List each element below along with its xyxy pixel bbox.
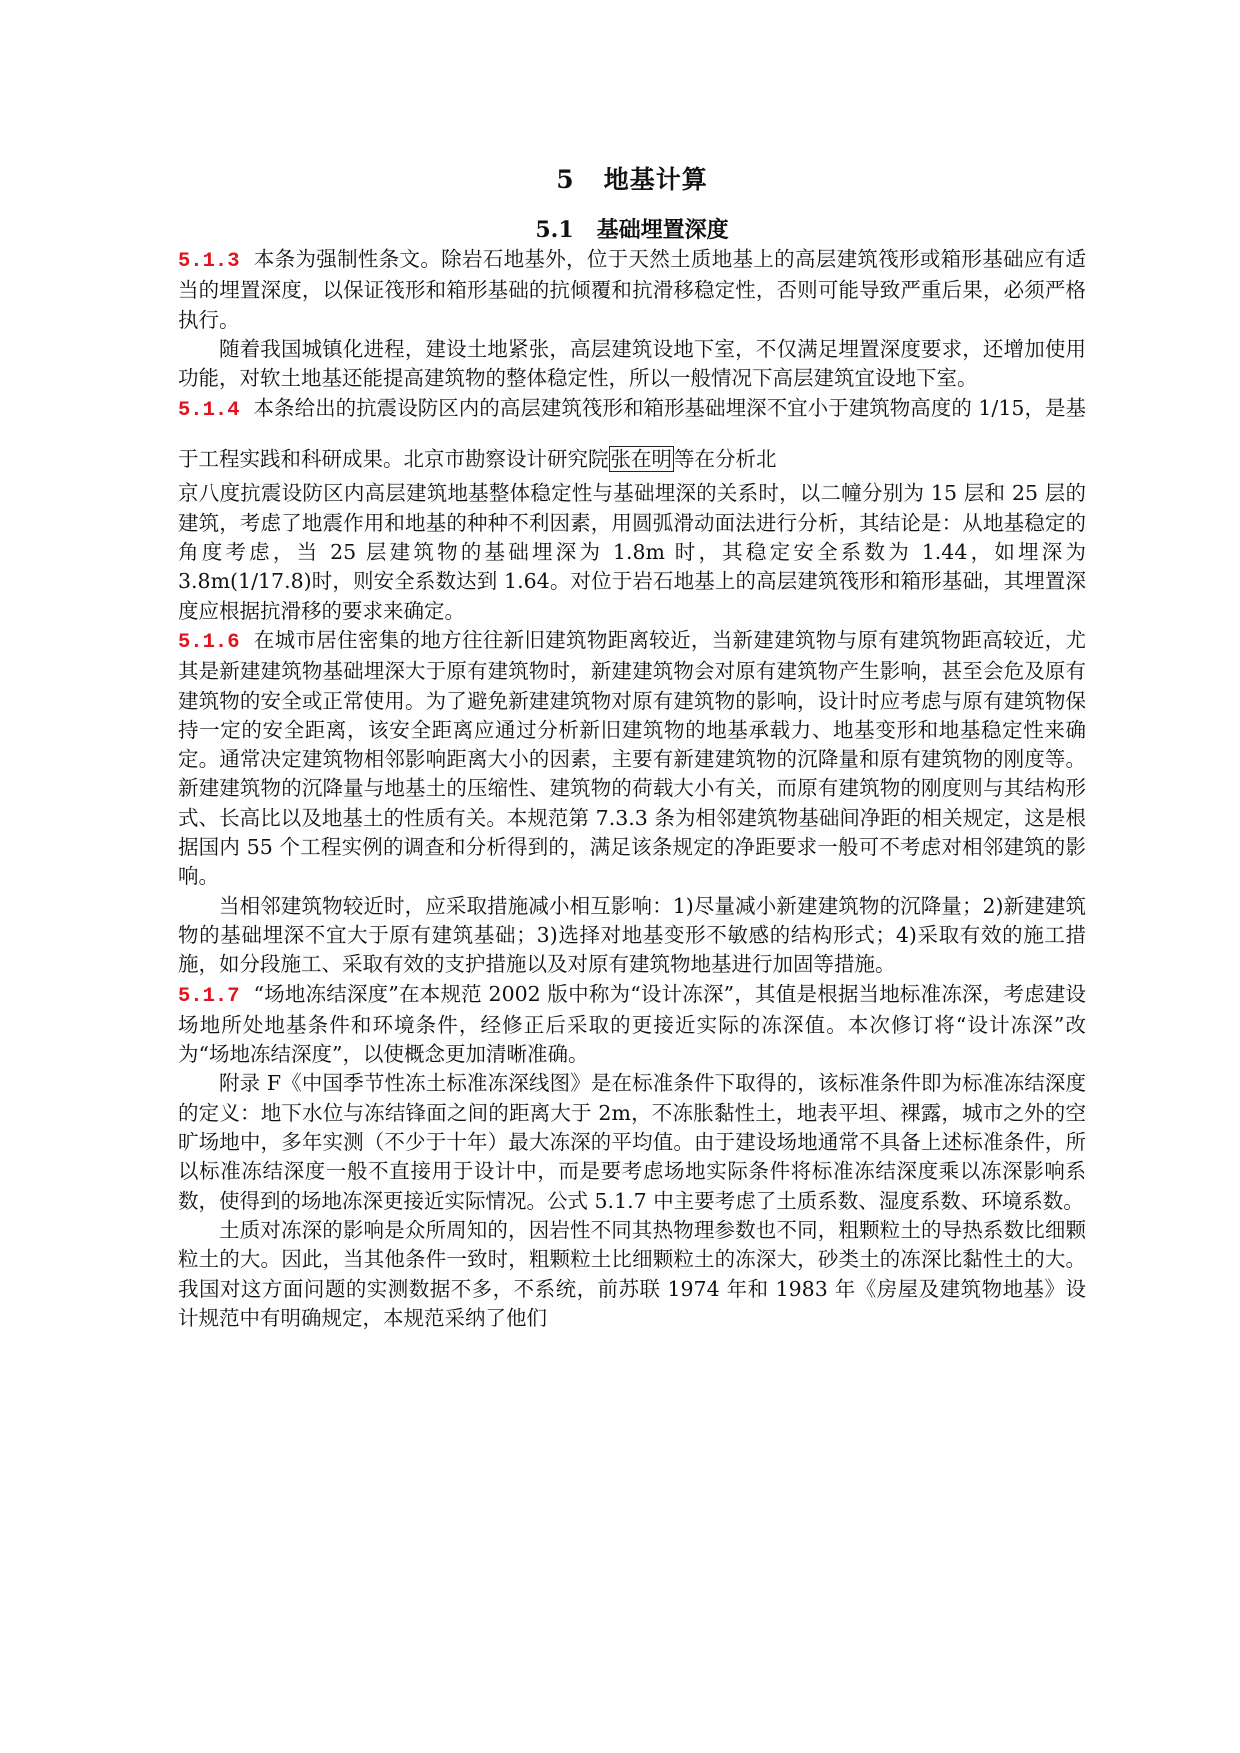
document-body	[178, 245, 1086, 1333]
chapter-title	[178, 160, 1086, 196]
clause-number: 5.1.4	[178, 399, 240, 423]
clause-number: 5.1.7	[178, 984, 240, 1008]
paragraph: 本条为强制性条文。除岩石地基外，位于天然土质地基上的高层建筑筏形或箱形基础应有适当的埋置深度，以保证筏形和箱形基础的抗倾覆和抗滑移稳定性，否则可能导致严重后果，必须严格执行。	[178, 247, 1086, 332]
clause-number: 5.1.6	[178, 630, 240, 654]
clause-number: 5.1.3	[178, 250, 240, 273]
paragraph: 京八度抗震设防区内高层建筑地基整体稳定性与基础埋深的关系时，以二幢分别为 15 层和 25 层的建筑，考虑了地震作用和地基的种种不利因素，用圆弧滑动面法进行分析，其结论是：从地基稳定的角度考虑，当 25 层建筑物的基础埋深为 1.8m 时，其稳定安全系数为 1.44，如埋深为 3.8m(1/17.8)时，则安全系数达到 1.64。对位于岩石地基上的高层建筑筏形和箱形基础，其埋置深度应根据抗滑移的要求来确定。	[178, 481, 1086, 623]
paragraph: “场地冻结深度”在本规范 2002 版中称为“设计冻深”，其值是根据当地标准冻深，考虑建设场地所处地基条件和环境条件，经修正后采取的更接近实际的冻深值。本次修订将“设计冻深”改为“场地冻结深度”，以使概念更加清晰准确。	[178, 981, 1086, 1067]
clause-5-1-3	[178, 245, 1086, 335]
chapter-number: 5	[556, 165, 575, 194]
section-number: 5.1	[535, 217, 574, 243]
highlighted-name: 张在明	[610, 447, 672, 472]
paragraph: 当相邻建筑物较近时，应采取措施减小相互影响：1)尽量减小新建建筑物的沉降量；2)新建建筑物的基础埋深不宜大于原有建筑基础；3)选择对地基变形不敏感的结构形式；4)采取有效的施工措施，如分段施工、采取有效的支护措施以及对原有建筑物地基进行加固等措施。	[178, 893, 1086, 977]
paragraph: 本条给出的抗震设防区内的高层建筑筏形和箱形基础埋深不宜小于建筑物高度的 1/15，是基于工程实践和科研成果。北京市勘察设计研究院	[178, 396, 1086, 472]
paragraph: 土质对冻深的影响是众所周知的，因岩性不同其热物理参数也不同，粗颗粒土的导热系数比细颗粒土的大。因此，当其他条件一致时，粗颗粒土比细颗粒土的冻深大，砂类土的冻深比黏性土的大。我国对这方面问题的实测数据不多，不系统，前苏联 1974 年和 1983 年《房屋及建筑物地基》设计规范中有明确规定，本规范采纳了他们	[178, 1217, 1086, 1330]
clause-5-1-4	[178, 384, 1086, 483]
paragraph: 等在分析北	[674, 447, 777, 472]
paragraph: 在城市居住密集的地方往往新旧建筑物距离较近，当新建建筑物与原有建筑物距高较近，尤其是新建建筑物基础埋深大于原有建筑物时，新建建筑物会对原有建筑物产生影响，甚至会危及原有建筑物的安全或正常使用。为了避免新建建筑物对原有建筑物的影响，设计时应考虑与原有建筑物保持一定的安全距离，该安全距离应通过分析新旧建筑物的地基承载力、地基变形和地基稳定性来确定。通常决定建筑物相邻影响距离大小的因素，主要有新建建筑物的沉降量和原有建筑物的刚度等。新建建筑物的沉降量与地基土的压缩性、建筑物的荷载大小有关，而原有建筑物的刚度则与其结构形式、长高比以及地基土的性质有关。本规范第 7.3.3 条为相邻建筑物基础间净距的相关规定，这是根据国内 55 个工程实例的调查和分析得到的，满足该条规定的净距要求一般可不考虑对相邻建筑的影响。	[178, 627, 1086, 889]
clause-5-1-7	[178, 980, 1086, 1070]
paragraph: 随着我国城镇化进程，建设土地紧张，高层建筑设地下室，不仅满足埋置深度要求，还增加使用功能，对软土地基还能提高建筑物的整体稳定性，所以一般情况下高层建筑宜设地下室。	[178, 336, 1086, 391]
chapter-title-text: 地基计算	[603, 165, 708, 194]
section-title	[178, 213, 1086, 244]
section-title-text: 基础埋置深度	[596, 217, 729, 243]
paragraph: 附录 F《中国季节性冻土标准冻深线图》是在标准条件下取得的，该标准条件即为标准冻结深度的定义：地下水位与冻结锋面之间的距离大于 2m，不冻胀黏性土，地表平坦、裸露，城市之外的空旷场地中，多年实测（不少于十年）最大冻深的平均值。由于建设场地通常不具备上述标准条件，所以标准冻结深度一般不直接用于设计中，而是要考虑场地实际条件将标准冻结深度乘以冻深影响系数，使得到的场地冻深更接近实际情况。公式 5.1.7 中主要考虑了土质系数、湿度系数、环境系数。	[178, 1071, 1086, 1213]
clause-5-1-6	[178, 626, 1086, 892]
